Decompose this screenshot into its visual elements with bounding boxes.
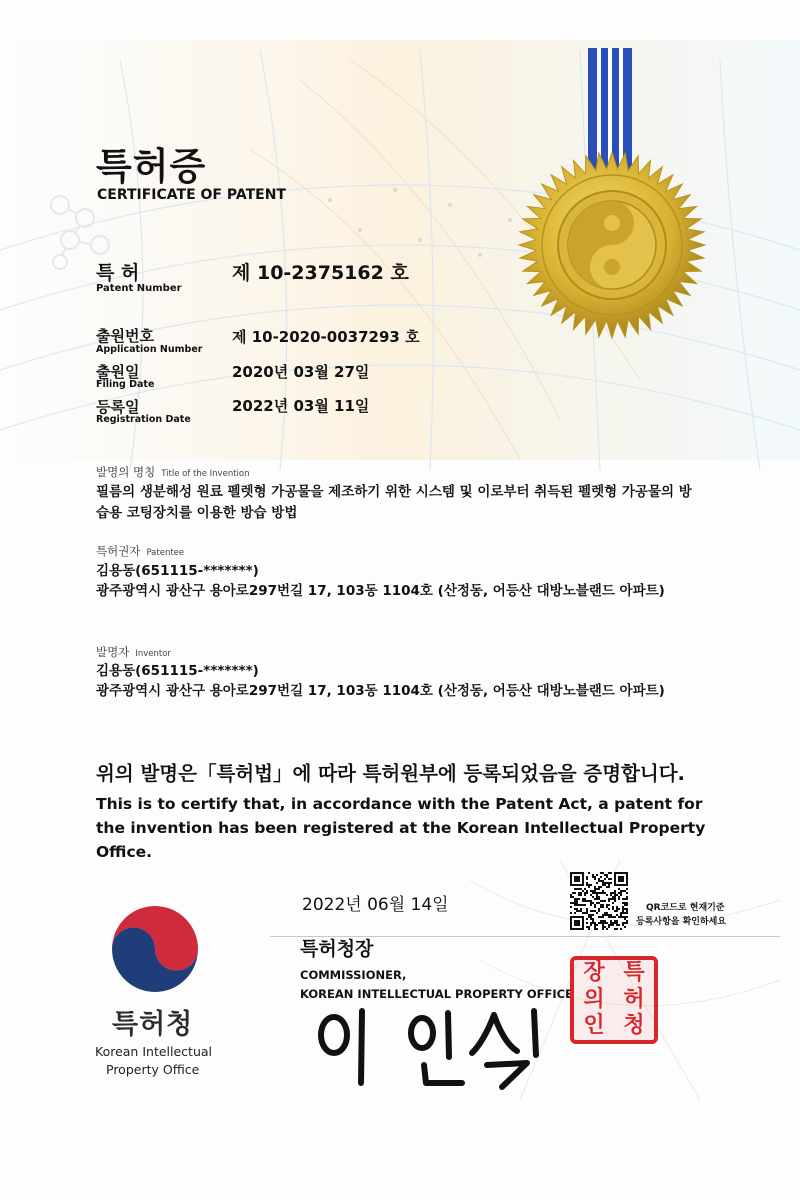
invention-title-label — [96, 461, 250, 480]
patentee-address: 광주광역시 광산구 용아로297번길 17, 103동 1104호 (산정동, 어등산 대방노블랜드 아파트) — [96, 583, 665, 599]
inventor-label-en: Inventor — [135, 649, 171, 659]
invention-title-label-ko: 발명의 명칭 — [96, 465, 156, 479]
seal-character: 특 — [623, 960, 645, 985]
qr-note-line1: QR코드로 현재기준 — [646, 903, 725, 913]
qr-note-line2: 등록사항을 확인하세요 — [636, 917, 727, 927]
invention-title-line2: 습용 코팅장치를 이용한 방습 방법 — [96, 505, 298, 521]
certification-statement-en: This is to certify that, in accordance with the Patent Act, a patent for the invention has been registered at the Korean Intellectual Property Office. — [96, 795, 706, 861]
patent-number-label: 특 허 — [96, 262, 140, 284]
seal-character: 의 — [583, 986, 605, 1012]
application-number-label-en: Application Number — [96, 344, 203, 355]
commissioner-title-en-line2: KOREAN INTELLECTUAL PROPERTY OFFICE — [300, 987, 573, 1001]
invention-title-line1: 필름의 생분해성 원료 펠렛형 가공물을 제조하기 위한 시스템 및 이로부터 취득된 펠렛형 가공물의 방 — [96, 484, 692, 500]
invention-title-label-en: Title of the Invention — [161, 469, 250, 479]
issue-date: 2022년 06월 14일 — [302, 895, 449, 915]
patentee-label-ko: 특허권자 — [96, 544, 141, 558]
office-name-ko: 특허청 — [112, 1009, 194, 1040]
office-name-en-line2: Property Office — [106, 1062, 200, 1077]
application-number-value: 제 10-2020-0037293 호 — [232, 328, 420, 346]
official-seal — [570, 956, 658, 1044]
inventor-label-ko: 발명자 — [96, 645, 130, 659]
certification-statement-ko: 위의 발명은「특허법」에 따라 특허원부에 등록되었음을 증명합니다. — [96, 762, 685, 785]
patentee-label-en: Patentee — [146, 548, 185, 558]
commissioner-signature — [312, 1003, 562, 1093]
filing-date-value: 2020년 03월 27일 — [232, 363, 370, 381]
certificate-title: 특허증 — [96, 145, 207, 188]
seal-character: 장 — [583, 960, 605, 985]
inventor-name: 김용동(651115-*******) — [96, 663, 259, 679]
registration-date-label: 등록일 — [96, 398, 140, 416]
commissioner-title: 특허청장 — [300, 938, 374, 960]
patentee-name: 김용동(651115-*******) — [96, 563, 259, 579]
application-number-label: 출원번호 — [96, 327, 154, 345]
certificate-title-en: CERTIFICATE OF PATENT — [97, 187, 286, 203]
patent-number-label-en: Patent Number — [96, 283, 182, 294]
inventor-label — [96, 641, 171, 660]
seal-character: 청 — [623, 1013, 645, 1039]
patent-number-value: 제 10-2375162 호 — [232, 262, 409, 284]
qr-code[interactable] — [570, 872, 628, 930]
seal-character: 인 — [583, 1013, 605, 1039]
registration-date-value: 2022년 03월 11일 — [232, 397, 370, 415]
office-name-en-line1: Korean Intellectual — [95, 1044, 212, 1059]
filing-date-label: 출원일 — [96, 363, 140, 381]
patentee-label — [96, 540, 184, 559]
filing-date-label-en: Filing Date — [96, 379, 155, 390]
inventor-address: 광주광역시 광산구 용아로297번길 17, 103동 1104호 (산정동, 어등산 대방노블랜드 아파트) — [96, 683, 665, 699]
registration-date-label-en: Registration Date — [96, 414, 191, 425]
commissioner-title-en-line1: COMMISSIONER, — [300, 968, 407, 982]
kipo-logo-icon — [104, 897, 206, 993]
seal-character: 허 — [623, 986, 645, 1012]
